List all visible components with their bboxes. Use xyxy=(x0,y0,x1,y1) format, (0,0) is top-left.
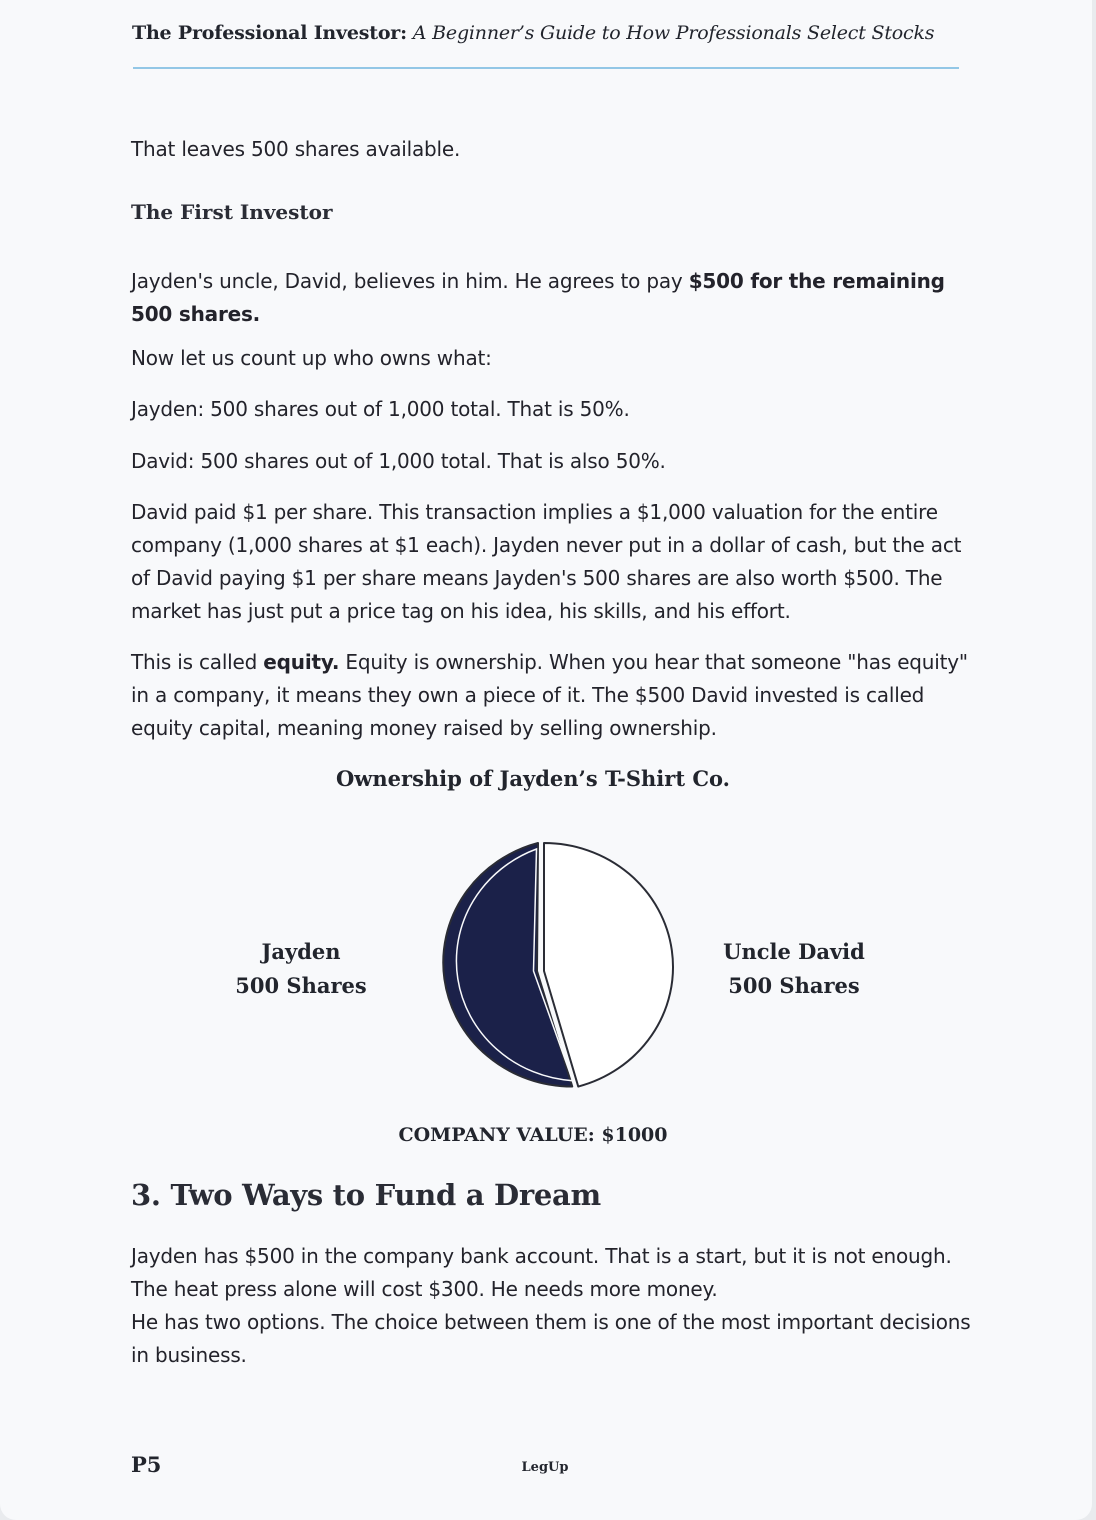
pie-slice-uncle-david xyxy=(544,843,673,1087)
chart-title: Ownership of Jayden’s T-Shirt Co. xyxy=(336,766,730,791)
pie-label-jayden-name: Jayden xyxy=(261,939,341,964)
paragraph-uncle-david-emphasis: $500 for the remaining 500 shares. xyxy=(131,269,945,326)
ownership-pie-chart xyxy=(400,830,680,1105)
sub-heading-first-investor: The First Investor xyxy=(131,200,333,224)
running-head-subtitle: A Beginner’s Guide to How Professionals Select Stocks xyxy=(412,22,935,44)
paragraph-funding-line2: He has two options. The choice between them is one of the most important decisions in business. xyxy=(131,1310,971,1367)
pie-label-jayden-shares: 500 Shares xyxy=(235,973,367,998)
pie-label-david-shares: 500 Shares xyxy=(728,973,860,998)
pie-label-uncle-david xyxy=(718,935,870,1003)
paragraph-equity-term: equity. xyxy=(263,650,340,674)
section-heading: 3. Two Ways to Fund a Dream xyxy=(131,1178,601,1212)
paragraph-uncle-david xyxy=(131,265,981,331)
pie-label-david-name: Uncle David xyxy=(723,939,865,964)
paragraph-equity-lead: This is called xyxy=(131,650,264,674)
brand-logo-text: LegUp xyxy=(521,1460,569,1475)
company-value: COMPANY VALUE: $1000 xyxy=(398,1124,668,1146)
running-head-title: The Professional Investor: xyxy=(132,22,407,44)
paragraph-shares-available: That leaves 500 shares available. xyxy=(131,137,461,161)
paragraph-uncle-david-lead: Jayden's uncle, David, believes in him. He agrees to pay xyxy=(131,269,689,293)
paragraph-equity-rest: Equity is ownership. When you hear that someone "has equity" in a company, it means they own a piece of it. The $500 David invested is called equity capital, meaning money raised by selling ownership. xyxy=(131,650,968,740)
paragraph-valuation: David paid $1 per share. This transaction implies a $1,000 valuation for the entire company (1,000 shares at $1 each). Jayden never put in a dollar of cash, but the act of David paying $1 per share means Jayden's 500 shares are also worth $500. The market has just put a price tag on his idea, his skills, and his effort. xyxy=(131,500,962,623)
paragraph-equity xyxy=(131,646,981,745)
paragraph-funding-line1: Jayden has $500 in the company bank account. That is a start, but it is not enough. The heat press alone will cost $300. He needs more money. xyxy=(131,1244,952,1301)
paragraph-jayden-shares: Jayden: 500 shares out of 1,000 total. That is 50%. xyxy=(131,397,630,421)
paragraph-funding xyxy=(131,1240,981,1372)
paragraph-david-shares: David: 500 shares out of 1,000 total. That is also 50%. xyxy=(131,449,666,473)
running-head xyxy=(132,22,934,44)
page-number: P5 xyxy=(131,1452,162,1477)
paragraph-count-owners: Now let us count up who owns what: xyxy=(131,346,492,370)
pie-label-jayden xyxy=(228,935,374,1003)
header-divider xyxy=(133,67,959,69)
